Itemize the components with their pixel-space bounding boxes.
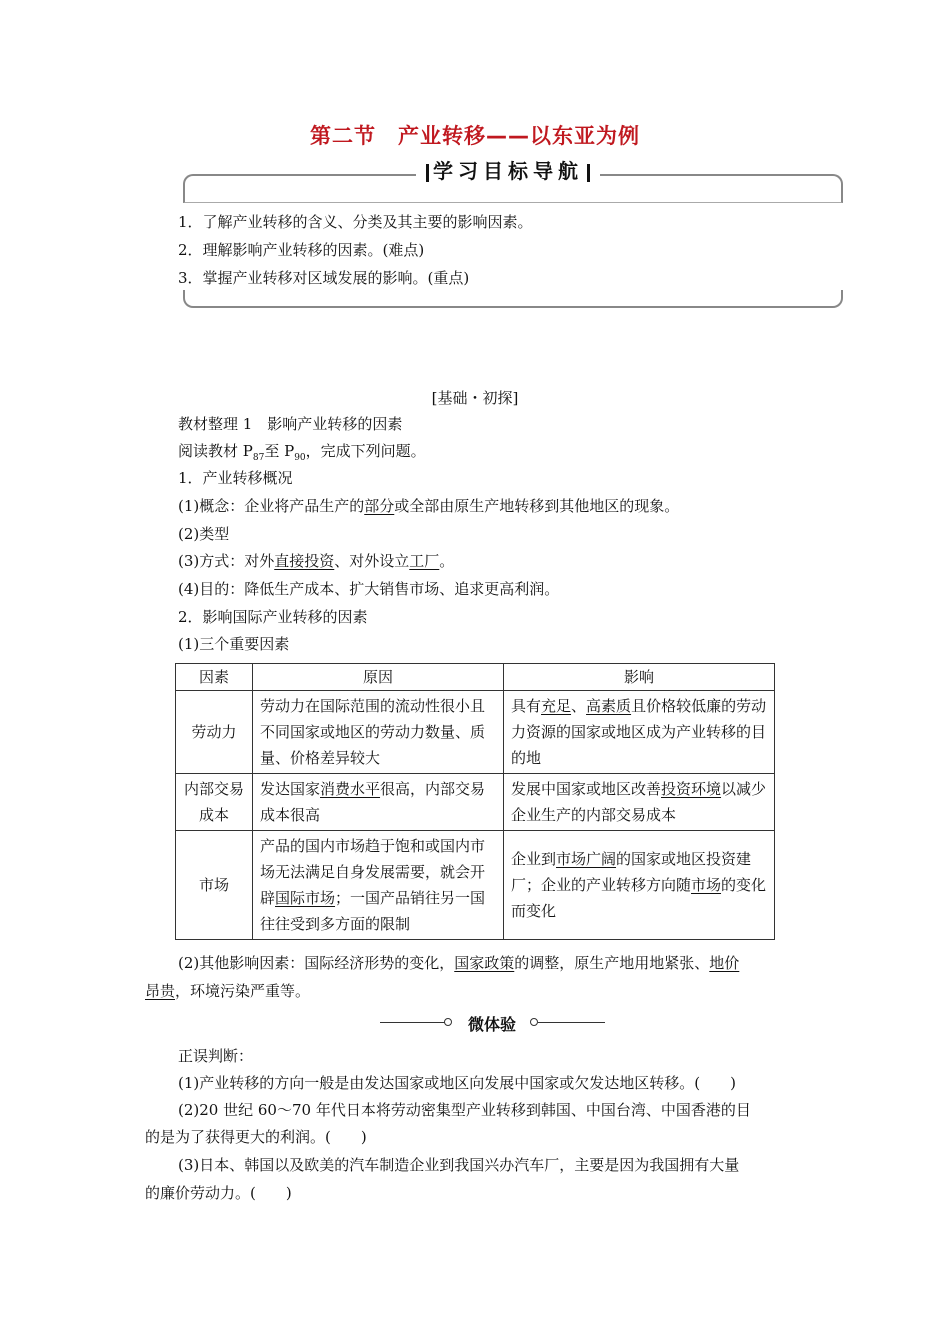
factor-cell: 市场: [176, 831, 253, 940]
reason-cell: 发达国家消费水平很高，内部交易成本很高: [253, 774, 504, 831]
divider-line-left: [380, 1022, 446, 1023]
three-factors-line: (1)三个重要因素: [178, 635, 290, 653]
page-title: [0, 120, 950, 150]
judge-label: 正误判断：: [178, 1047, 254, 1065]
header-reason: 原因: [253, 664, 504, 691]
question-3-line2: 的廉价劳动力。( ): [145, 1184, 292, 1202]
question-2-line1: (2)20 世纪 60～70 年代日本将劳动密集型产业转移到韩国、中国台湾、中国香港的目: [178, 1101, 751, 1119]
objective-3: 3．掌握产业转移对区域发展的影响。(重点): [178, 269, 470, 287]
method-line: (3)方式：对外直接投资、对外设立工厂。: [178, 552, 455, 570]
reason-cell: 劳动力在国际范围的流动性很小且不同国家或地区的劳动力数量、质量、价格差异较大: [253, 691, 504, 774]
heading-factors: 2．影响国际产业转移的因素: [178, 608, 368, 626]
header-impact: 影响: [504, 664, 775, 691]
objective-1: 1．了解产业转移的含义、分类及其主要的影响因素。: [178, 213, 533, 231]
table-header-row: [176, 664, 775, 691]
header-factor: 因素: [176, 664, 253, 691]
reading-instruction: 阅读教材 $P_{87}$至 $P_{90}$，完成下列问题。: [178, 442, 426, 463]
concept-line: (1)概念：企业将产品生产的部分或全部由原生产地转移到其他地区的现象。: [178, 497, 680, 515]
blank-answer: 部分: [364, 497, 395, 515]
impact-cell: 具有充足、高素质且价格较低廉的劳动力资源的国家或地区成为产业转移的目的地: [504, 691, 775, 774]
type-line: (2)类型: [178, 525, 230, 543]
objective-2: 2．理解影响产业转移的因素。(难点): [178, 241, 425, 259]
heading-overview: 1．产业转移概况: [178, 469, 293, 487]
table-row: [176, 774, 775, 831]
divider-line-right: [538, 1022, 605, 1023]
divider-dot-left: [444, 1018, 452, 1026]
objectives-heading: 学习目标导航: [416, 156, 600, 186]
impact-cell: 企业到市场广阔的国家或地区投资建厂；企业的产业转移方向随市场的变化而变化: [504, 831, 775, 940]
other-factors-line1: (2)其他影响因素：国际经济形势的变化，国家政策的调整，原生产地用地紧张、地价: [178, 954, 740, 972]
basics-tag: [基础・初探]: [431, 389, 519, 407]
divider-dot-right: [530, 1018, 538, 1026]
other-factors-line2: 昂贵，环境污染严重等。: [145, 982, 311, 1000]
table-row: [176, 691, 775, 774]
impact-cell: 发展中国家或地区改善投资环境以减少企业生产的内部交易成本: [504, 774, 775, 831]
question-3-line1: (3)日本、韩国以及欧美的汽车制造企业到我国兴办汽车厂，主要是因为我国拥有大量: [178, 1156, 740, 1174]
objectives-box-bottom: [183, 290, 843, 308]
factors-table: [175, 663, 775, 940]
question-2-line2: 的是为了获得更大的利润。( ): [145, 1128, 367, 1146]
question-1: (1)产业转移的方向一般是由发达国家或地区向发展中国家或欠发达地区转移。( ): [178, 1074, 736, 1092]
purpose-line: (4)目的：降低生产成本、扩大销售市场、追求更高利润。: [178, 580, 560, 598]
blank-answer: 工厂: [409, 552, 440, 570]
material-title: 教材整理 1 影响产业转移的因素: [178, 415, 403, 433]
section-number: 第二节: [310, 124, 376, 148]
reason-cell: 产品的国内市场趋于饱和或国内市场无法满足自身发展需要，就会开辟国际市场；一国产品销往另一国往往受到多方面的限制: [253, 831, 504, 940]
blank-answer: 直接投资: [274, 552, 335, 570]
section-title: 产业转移——以东亚为例: [398, 124, 640, 148]
table-row: [176, 831, 775, 940]
factor-cell: 内部交易成本: [176, 774, 253, 831]
micro-divider: [380, 1012, 605, 1032]
micro-heading: 微体验: [467, 1015, 516, 1034]
heading-bar-left: [426, 164, 429, 182]
factor-cell: 劳动力: [176, 691, 253, 774]
heading-bar-right: [587, 164, 590, 182]
